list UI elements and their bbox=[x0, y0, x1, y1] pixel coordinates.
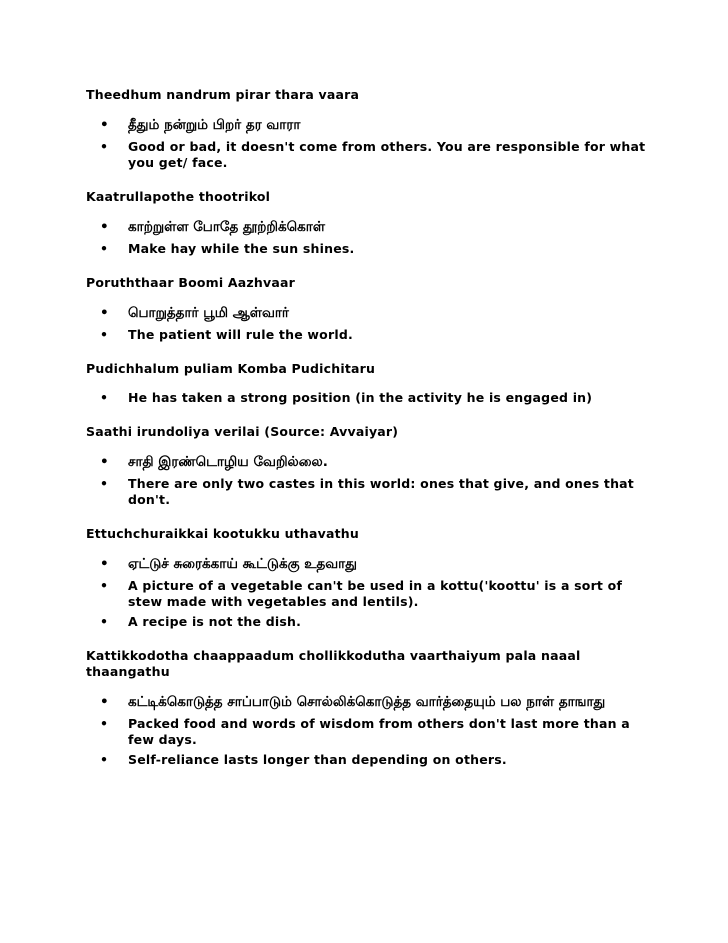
meaning-item: • Self-reliance lasts longer than depending on others. bbox=[86, 752, 646, 768]
proverb-section-5 bbox=[86, 424, 646, 508]
meaning-item: • A recipe is not the dish. bbox=[86, 614, 646, 630]
proverb-section-2 bbox=[86, 189, 646, 257]
tamil-proverb-item: • சாதி இரண்டொழிய வேறில்லை. bbox=[86, 453, 646, 471]
meaning-item: • Good or bad, it doesn't come from others. You are responsible for what you get/ face. bbox=[86, 139, 646, 171]
proverb-bullet-list bbox=[86, 218, 646, 257]
meaning-item: • The patient will rule the world. bbox=[86, 327, 646, 343]
proverb-heading: Saathi irundoliya verilai (Source: Avvaiyar) bbox=[86, 424, 399, 439]
proverb-bullet-list bbox=[86, 116, 646, 171]
meaning-item: • Make hay while the sun shines. bbox=[86, 241, 646, 257]
document-page bbox=[86, 87, 646, 786]
tamil-proverb-item: • தீதும் நன்றும் பிறர் தர வாரா bbox=[86, 116, 646, 134]
proverb-heading: Poruththaar Boomi Aazhvaar bbox=[86, 275, 295, 290]
meaning-item: • He has taken a strong position (in the activity he is engaged in) bbox=[86, 390, 646, 406]
meaning-item: • Packed food and words of wisdom from others don't last more than a few days. bbox=[86, 716, 646, 748]
meaning-item: • A picture of a vegetable can't be used in a kottu('koottu' is a sort of stew made with vegetables and lentils). bbox=[86, 578, 646, 610]
proverb-heading: Theedhum nandrum pirar thara vaara bbox=[86, 87, 360, 102]
tamil-proverb-item: • காற்றுள்ள போதே தூற்றிக்கொள் bbox=[86, 218, 646, 236]
meaning-item: • There are only two castes in this world: ones that give, and ones that don't. bbox=[86, 476, 646, 508]
proverb-section-1 bbox=[86, 87, 646, 171]
proverb-section-3 bbox=[86, 275, 646, 343]
tamil-proverb-item: • கட்டிக்கொடுத்த சாப்பாடும் சொல்லிக்கொடுத்த வார்த்தையும் பல நாள் தாஙாது bbox=[86, 693, 646, 711]
proverb-bullet-list bbox=[86, 304, 646, 343]
tamil-proverb-item: • பொறுத்தார் பூமி ஆள்வார் bbox=[86, 304, 646, 322]
proverb-heading: Ettuchchuraikkai kootukku uthavathu bbox=[86, 526, 359, 541]
proverb-bullet-list bbox=[86, 453, 646, 508]
proverb-section-6 bbox=[86, 526, 646, 630]
proverb-bullet-list bbox=[86, 390, 646, 406]
proverb-heading: Kattikkodotha chaappaadum chollikkodutha vaarthaiyum pala naaal thaangathu bbox=[86, 648, 581, 679]
proverb-heading: Kaatrullapothe thootrikol bbox=[86, 189, 271, 204]
tamil-proverb-item: • ஏட்டுச் சுரைக்காய் கூட்டுக்கு உதவாது bbox=[86, 555, 646, 573]
proverb-bullet-list bbox=[86, 555, 646, 630]
proverb-section-7 bbox=[86, 648, 646, 768]
proverb-heading: Pudichhalum puliam Komba Pudichitaru bbox=[86, 361, 376, 376]
proverb-section-4 bbox=[86, 361, 646, 406]
proverb-bullet-list bbox=[86, 693, 646, 768]
